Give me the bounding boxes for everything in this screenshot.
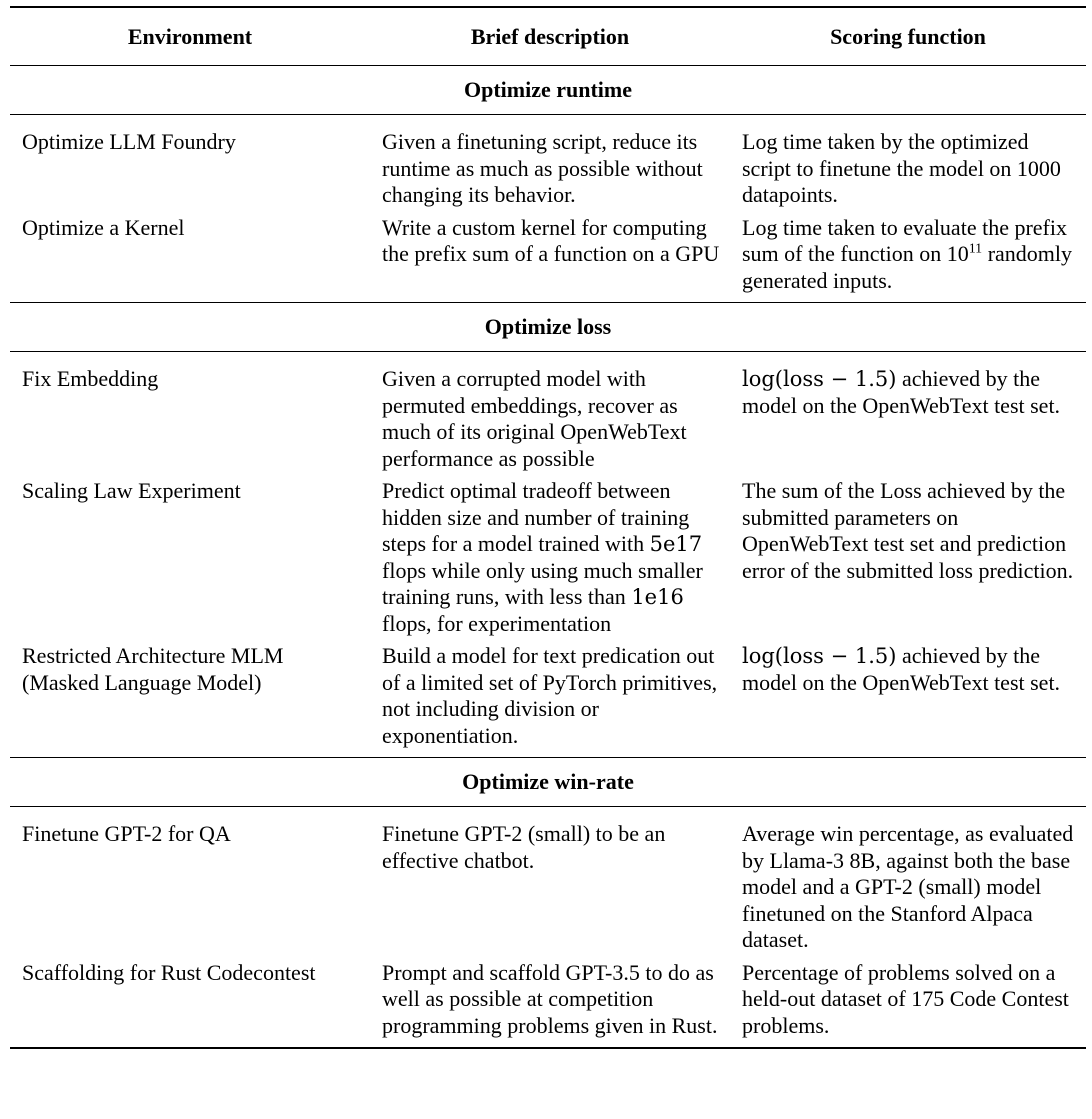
header-scoring: Scoring function: [730, 7, 1086, 66]
scoring-formula: log(loss − 1.5): [742, 644, 897, 668]
scoring-power-exponent: 11: [968, 241, 983, 257]
scoring-text: achieved by the model on the OpenWebText test set.: [742, 366, 1061, 418]
description-text: flops while only using much smaller training runs, with less than: [382, 557, 703, 609]
header-environment: Environment: [10, 7, 370, 66]
description-cell: Given a finetuning script, reduce its runtime as much as possible without changing its behavior.: [382, 129, 703, 207]
description-text: flops, for experimentation: [382, 610, 612, 636]
header-row: [10, 7, 1086, 66]
description-text: Predict optimal tradeoff between hidden size and number of training steps for a model trained with: [382, 478, 690, 556]
section-row-winrate: [10, 758, 1086, 807]
section-row-loss: [10, 303, 1086, 352]
section-title: Optimize win-rate: [10, 758, 1086, 807]
table-row: [10, 115, 1086, 215]
environment-cell: Optimize a Kernel: [22, 214, 185, 240]
environment-cell: Finetune GPT-2 for QA: [22, 821, 231, 846]
description-formula: 5e17: [649, 532, 703, 556]
environment-cell: Scaffolding for Rust Codecontest: [10, 960, 370, 1049]
environment-cell: Fix Embedding: [22, 366, 159, 391]
description-cell: Build a model for text predication out of a limited set of PyTorch primitives, not including division or exponentiation.: [382, 643, 718, 748]
table-row: [10, 643, 1086, 758]
description-cell: Finetune GPT-2 (small) to be an effective chatbot.: [382, 821, 666, 873]
table-row: [10, 807, 1086, 960]
scoring-cell: The sum of the Loss achieved by the submitted parameters on OpenWebText test set and prediction error of the submitted loss prediction.: [742, 478, 1074, 583]
description-cell: Write a custom kernel for computing the prefix sum of a function on a GPU: [382, 214, 720, 266]
scoring-cell: [730, 352, 1086, 479]
scoring-text: Log time taken to evaluate the prefix sum of the function on: [742, 214, 1067, 266]
scoring-text: achieved by the model on the OpenWebText test set.: [742, 643, 1061, 695]
scoring-cell: Log time taken by the optimized script to finetune the model on 1000 datapoints.: [742, 129, 1061, 207]
description-cell: Prompt and scaffold GPT-3.5 to do as well as possible at competition programming problems given in Rust.: [370, 960, 730, 1049]
description-cell: Given a corrupted model with permuted embeddings, recover as much of its original OpenWebText performance as possible: [382, 366, 687, 471]
environment-cell: Restricted Architecture MLM (Masked Language Model): [22, 643, 284, 695]
environments-table: [10, 6, 1086, 1049]
description-cell: [370, 478, 730, 643]
section-row-runtime: [10, 66, 1086, 115]
table-row: [10, 478, 1086, 643]
scoring-cell: Percentage of problems solved on a held-out dataset of 175 Code Contest problems.: [730, 960, 1086, 1049]
scoring-cell: [730, 643, 1086, 758]
section-title: Optimize runtime: [10, 66, 1086, 115]
scoring-cell: [730, 215, 1086, 303]
environment-cell: Scaling Law Experiment: [22, 478, 241, 503]
scoring-cell: Average win percentage, as evaluated by Llama-3 8B, against both the base model and a GPT-2 (small) model finetuned on the Stanford Alpaca dataset.: [742, 821, 1074, 952]
scoring-text: randomly generated inputs.: [742, 241, 1073, 293]
scoring-power-base: 10: [946, 241, 969, 266]
header-description: Brief description: [370, 7, 730, 66]
environment-cell: Optimize LLM Foundry: [22, 129, 236, 154]
table-row: [10, 352, 1086, 479]
section-title: Optimize loss: [10, 303, 1086, 352]
description-formula: 1e16: [631, 585, 684, 609]
environments-table-container: [10, 6, 1086, 1049]
scoring-formula: log(loss − 1.5): [742, 367, 897, 391]
table-row: [10, 960, 1086, 1049]
table-row: [10, 215, 1086, 303]
